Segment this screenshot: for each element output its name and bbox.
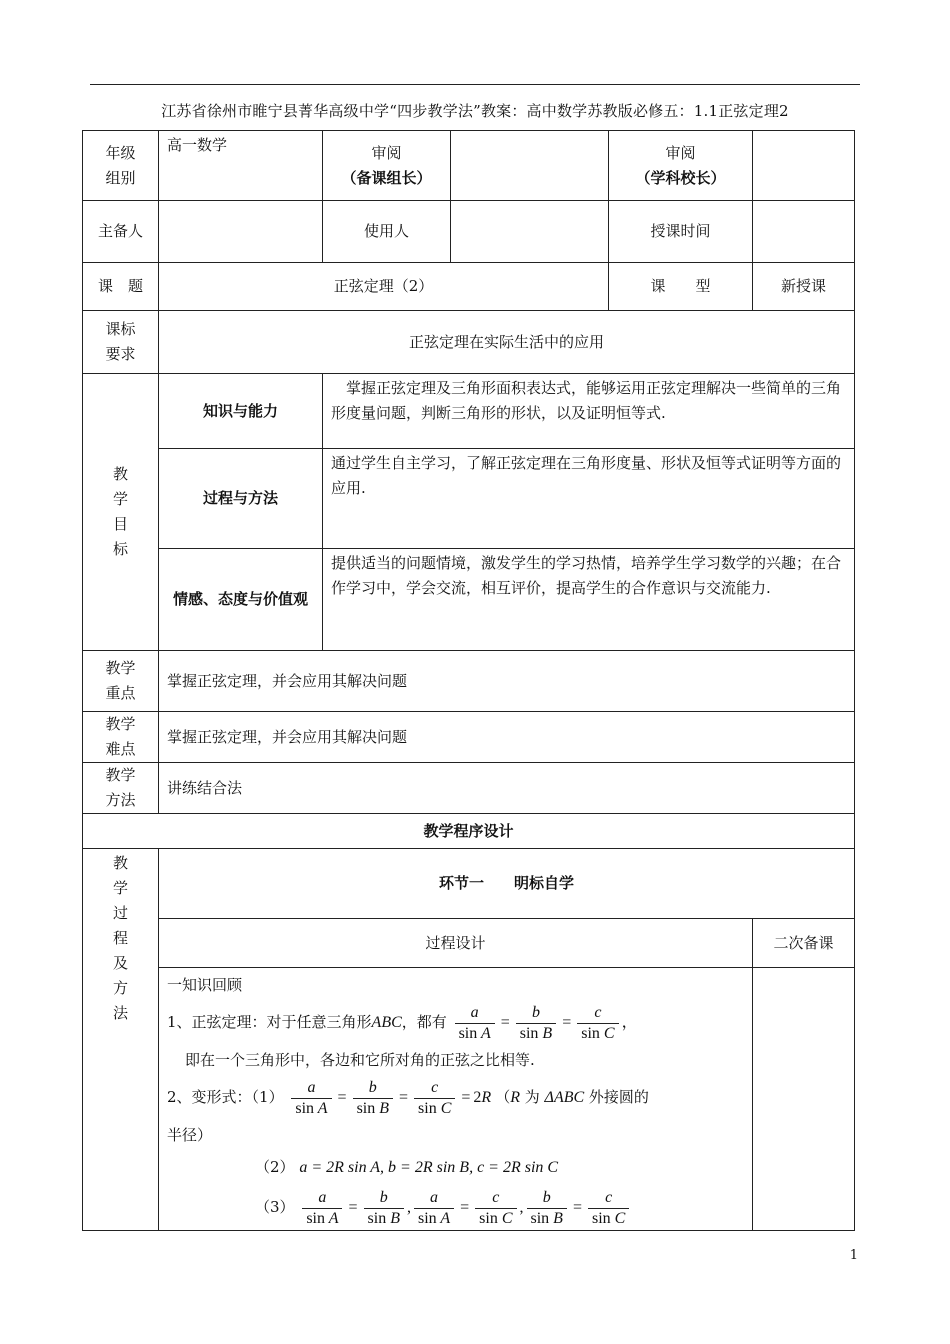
standard-label: 课标 要求	[83, 311, 159, 374]
sine-law-line: 1、正弦定理：对于任意三角形ABC，都有 $\frac{a}{\text{sin A}}$ = $\frac{b}{\text{sin B}}$ = $\frac{c}{\text{sin C}}$ ，	[167, 1003, 638, 1042]
standard-value: 正弦定理在实际生活中的应用	[159, 311, 855, 374]
lesson-type-value: 新授课	[753, 263, 855, 311]
variant-2-line: （2） a = 2R sin A, b = 2R sin B, c = 2R sin C	[255, 1158, 559, 1176]
variant-3-line: （3） $\frac{a}{\text{sin A}}$ = $\frac{b}{\text{sin B}}$ , $\frac{a}{\text{sin A}}$ = $\frac{c}{\text{sin C}}$ , $\frac{b}{\text{sin B}}$ = $\frac{c}{\text{sin C}}$	[167, 1185, 744, 1230]
grade-group-label: 年级 组别	[83, 131, 159, 201]
stage-title: 环节一 明标自学	[159, 849, 855, 919]
variant-1-tail: 半径）	[167, 1126, 213, 1144]
process-design-header: 过程设计	[159, 919, 753, 968]
method-label: 教学 方法	[83, 763, 159, 814]
program-title-row	[83, 814, 855, 849]
process-header-row	[83, 919, 855, 968]
preparer-value	[159, 201, 323, 263]
process-content-row	[83, 968, 855, 1231]
review-group-leader-value	[451, 131, 609, 201]
variant-1-formula: $\frac{a}{\text{sin A}}$ = $\frac{b}{\text{sin B}}$ = $\frac{c}{\text{sin C}}$ = 2R	[288, 1089, 495, 1106]
method-value: 讲练结合法	[159, 763, 855, 814]
grade-group-value: 高一数学	[159, 131, 323, 201]
triangle-abc-symbol: ΔABC	[544, 1089, 585, 1106]
review-principal-label: 审阅 （学科校长）	[609, 131, 753, 201]
header-rule	[90, 84, 860, 85]
info-row-topic	[83, 263, 855, 311]
second-prep-cell	[753, 968, 855, 1231]
process-label: 教 学 过 程 及 方 法	[83, 849, 159, 1231]
knowledge-review	[159, 968, 753, 1231]
process-stage-row	[83, 849, 855, 919]
goal-name-process: 过程与方法	[159, 449, 323, 549]
goal-text-knowledge: 掌握正弦定理及三角形面积表达式，能够运用正弦定理解决一些简单的三角形度量问题，判断三角形的形状，以及证明恒等式.	[323, 374, 855, 449]
user-label: 使用人	[323, 201, 451, 263]
teaching-time-label: 授课时间	[609, 201, 753, 263]
second-prep-header: 二次备课	[753, 919, 855, 968]
teaching-time-value	[753, 201, 855, 263]
triangle-abc: ABC	[371, 1014, 402, 1031]
difficulty-label: 教学 难点	[83, 712, 159, 763]
variant-3-formula: $\frac{a}{\text{sin A}}$ = $\frac{b}{\text{sin B}}$ , $\frac{a}{\text{sin A}}$ = $\frac{c}{\text{sin C}}$ , $\frac{b}{\text{sin B}}$ = $\frac{c}{\text{sin C}}$	[299, 1199, 632, 1216]
difficulty-row	[83, 712, 855, 763]
variant-2-formula: a = 2R sin A, b = 2R sin B, c = 2R sin C	[299, 1159, 559, 1176]
goal-name-knowledge: 知识与能力	[159, 374, 323, 449]
topic-label: 课 题	[83, 263, 159, 311]
sine-law-note: 即在一个三角形中，各边和它所对角的正弦之比相等.	[185, 1051, 535, 1069]
sine-law-formula: $\frac{a}{\text{sin A}}$ = $\frac{b}{\text{sin B}}$ = $\frac{c}{\text{sin C}}$ ，	[452, 1014, 638, 1031]
user-value	[451, 201, 609, 263]
method-row	[83, 763, 855, 814]
program-title: 教学程序设计	[83, 814, 855, 849]
lesson-plan-table	[82, 130, 855, 1231]
goal-row-knowledge	[83, 374, 855, 449]
preparer-label: 主备人	[83, 201, 159, 263]
goal-row-process	[83, 449, 855, 549]
key-point-row	[83, 651, 855, 712]
review-principal-value	[753, 131, 855, 201]
teaching-goals-label: 教 学 目 标	[83, 374, 159, 651]
lesson-type-label: 课 型	[609, 263, 753, 311]
key-point-label: 教学 重点	[83, 651, 159, 712]
key-point-value: 掌握正弦定理，并会应用其解决问题	[159, 651, 855, 712]
review-title: 一知识回顾	[167, 976, 243, 994]
info-row-standard	[83, 311, 855, 374]
info-row-group	[83, 131, 855, 201]
topic-value: 正弦定理（2）	[159, 263, 609, 311]
goal-text-attitude: 提供适当的问题情境，激发学生的学习热情，培养学生学习数学的兴趣；在合作学习中，学会交流，相互评价，提高学生的合作意识与交流能力.	[323, 549, 855, 651]
page-number: 1	[849, 1248, 858, 1263]
difficulty-value: 掌握正弦定理，并会应用其解决问题	[159, 712, 855, 763]
variant-1-line: 2、变形式：（1） $\frac{a}{\text{sin A}}$ = $\frac{b}{\text{sin B}}$ = $\frac{c}{\text{sin C}}$ = 2R （R 为 ΔABC 外接圆的	[167, 1078, 649, 1117]
goal-text-process: 通过学生自主学习，了解正弦定理在三角形度量、形状及恒等式证明等方面的应用.	[323, 449, 855, 549]
goal-row-attitude	[83, 549, 855, 651]
goal-name-attitude: 情感、态度与价值观	[159, 549, 323, 651]
review-group-leader-label: 审阅 （备课组长）	[323, 131, 451, 201]
info-row-preparer	[83, 201, 855, 263]
document-header: 江苏省徐州市睢宁县菁华高级中学“四步教学法”教案：高中数学苏教版必修五：1.1正弦定理2	[161, 102, 789, 120]
